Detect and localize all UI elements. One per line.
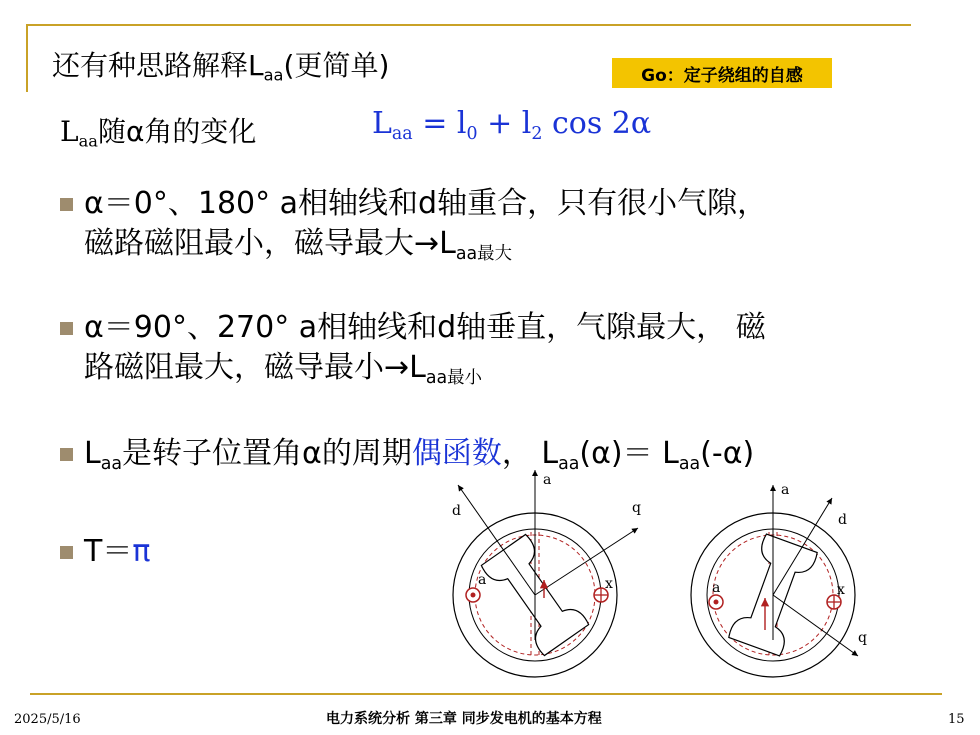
bullet-marker	[60, 546, 73, 559]
bullet-2-line-2: 路磁阻最大，磁导最小$\to L_{aa最小}$	[84, 350, 482, 389]
axis-label-d: d	[452, 503, 461, 519]
go-button-label: Go：定子绕组的自感	[641, 65, 803, 86]
axis-label-q: q	[858, 630, 867, 646]
coil-label-a: a	[712, 580, 721, 596]
title-text: 还有种思路解释L	[52, 49, 264, 82]
bullet-marker	[60, 322, 73, 335]
page-number: 15	[948, 712, 965, 727]
footer-course-title: 电力系统分析 第三章 同步发电机的基本方程	[326, 711, 602, 727]
axis-label-a: a	[781, 482, 790, 498]
coil-label-a: a	[478, 572, 487, 588]
bullet-3: $L_{aa}$是转子位置角α的周期偶函数， $L_{aa}(\alpha)= L_{aa}(-\alpha)$	[84, 436, 755, 475]
pi-symbol: π	[132, 534, 151, 569]
inductance-formula: $L_{aa} = l_0 + l_2$ cos 2α	[372, 106, 652, 145]
bullet-1-line-1: α＝0°、180° a相轴线和d轴重合，只有很小气隙，	[84, 186, 768, 221]
machine-cross-section-diagram	[440, 470, 890, 692]
footer-date: 2025/5/16	[14, 712, 81, 727]
subtitle: $L_{aa}$随α角的变化	[60, 115, 257, 151]
coil-label-x: x	[605, 576, 613, 592]
axis-label-a: a	[543, 472, 552, 488]
bullet-1-line-2: 磁路磁阻最小，磁导最大$\to L_{aa最大}$	[84, 226, 512, 265]
bullet-2-line-1: α＝90°、270° a相轴线和d轴垂直，气隙最大， 磁	[84, 310, 766, 345]
slide-title	[52, 44, 389, 85]
machine-left	[452, 470, 641, 677]
title-subscript: aa	[263, 65, 284, 85]
even-function-highlight: 偶函数	[411, 436, 502, 471]
title-rule	[26, 24, 911, 26]
footer-rule	[30, 693, 942, 695]
go-stator-self-inductance-button[interactable]	[612, 58, 832, 88]
title-vertical-rule	[26, 24, 28, 92]
bullet-2	[84, 308, 766, 398]
bullet-1	[84, 184, 767, 274]
bullet-marker	[60, 448, 73, 461]
bullet-4: T＝π	[84, 534, 151, 569]
machine-right	[691, 482, 867, 677]
title-tail: (更简单)	[283, 49, 390, 82]
axis-label-d: d	[838, 512, 847, 528]
axis-label-q: q	[632, 500, 641, 516]
bullet-marker	[60, 198, 73, 211]
coil-label-x: x	[837, 582, 845, 598]
